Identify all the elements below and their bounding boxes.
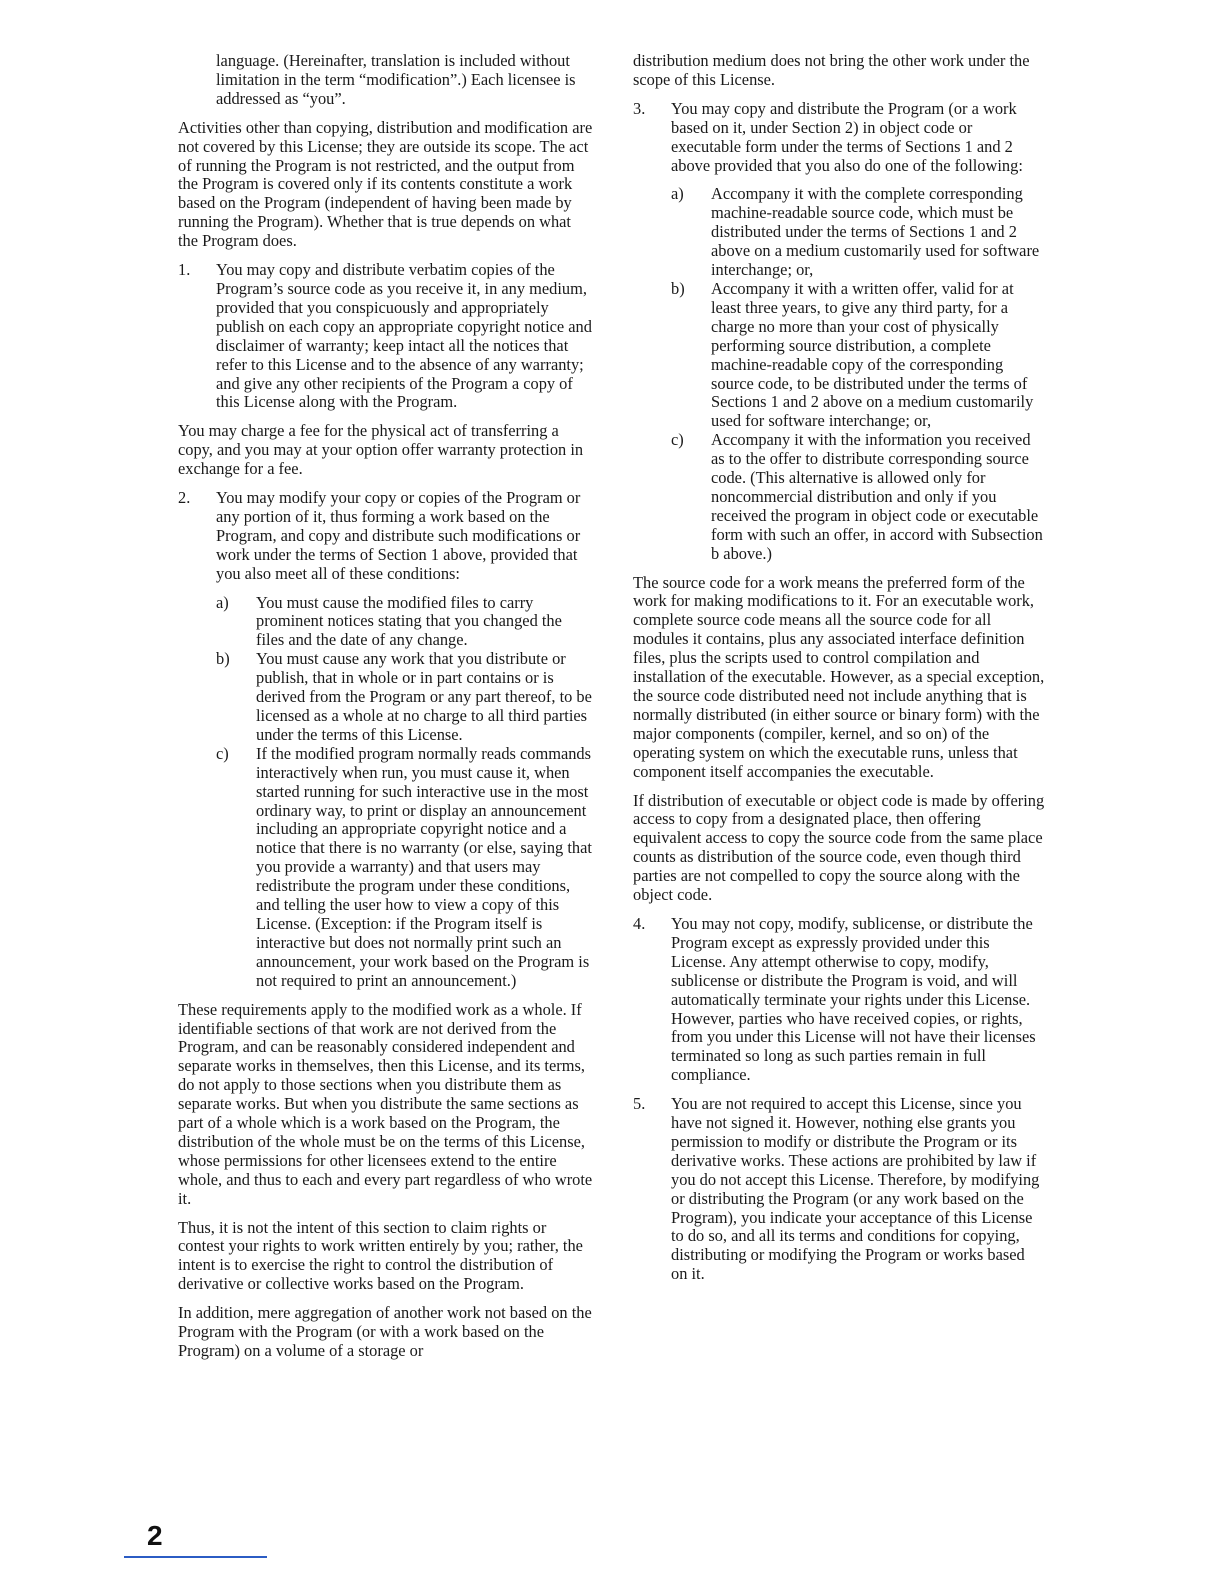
option-a: [671, 185, 1045, 280]
paragraph-source-code: The source code for a work means the preferred form of the work for making modifications to it. For an executable work, complete source code means all the source code for all modules it contains, plus any associated interface definition files, plus the scripts used to control compilation and installation of the executable. However, as a special exception, the source code distributed need not include anything that is normally distributed (in either source or binary form) with the major components (compiler, kernel, and so on) of the operating system on which the executable runs, unless that component itself accompanies the executable.: [633, 572, 1045, 781]
condition-letter: b): [216, 649, 230, 669]
footer-rule: [124, 1556, 267, 1558]
paragraph-requirements: These requirements apply to the modified work as a whole. If identifiable sections of that work are not derived from the Program, and can be reasonably considered independent and separate works in themselves, then this License, and its terms, do not apply to those sections when you distribute them as separate works. But when you distribute the same sections as part of a whole which is a work based on the Program, the distribution of the whole must be on the terms of this License, whose permissions for other licensees extend to the entire whole, and thus to each and every part regardless of who wrote it.: [178, 999, 593, 1208]
condition-letter: c): [216, 743, 229, 763]
section-number: 5.: [633, 1094, 646, 1114]
condition-b: [216, 650, 594, 745]
left-column: [178, 52, 594, 1371]
section-number: 4.: [633, 913, 646, 933]
condition-text: If the modified program normally reads commands interactively when run, you must cause it, when started running for such interactive use in the most ordinary way, to print or display an announcement including an appropriate copyright notice and a notice that there is no warranty (or else, saying that you provide a warranty) and that users may redistribute the program under these conditions, and telling the user how to view a copy of this License. (Exception: if the Program itself is interactive but does not normally print such an announcement, your work based on the Program is not required to print an announcement.): [256, 743, 592, 990]
option-text: Accompany it with the complete corresponding machine-readable source code, which must be distributed under the terms of Sections 1 and 2 above on a medium customarily used for software interchange; or,: [711, 184, 1040, 280]
section-1: [178, 261, 594, 412]
section-text: You may not copy, modify, sublicense, or distribute the Program except as expressly provided under this License. Any attempt otherwise to copy, modify, sublicense or distribute the Program is void, and will automatically terminate your rights under this License. However, parties who have received copies, or rights, from you under this License will not have their licenses terminated so long as such parties remain in full compliance.: [671, 913, 1036, 1085]
condition-c: [216, 745, 594, 991]
section-2: [178, 489, 594, 584]
paragraph-activities: Activities other than copying, distribution and modification are not covered by this License; they are outside its scope. The act of running the Program is not restricted, and the output from the Program is covered only if its contents constitute a work based on the Program (independent of having been made by running the Program). Whether that is true depends on what the Program does.: [178, 117, 593, 251]
section-text: You may modify your copy or copies of the Program or any portion of it, thus forming a work based on the Program, and copy and distribute such modifications or work under the terms of Section 1 above, provided that you also meet all of these conditions:: [216, 488, 581, 583]
section-number: 2.: [178, 488, 191, 508]
paragraph-continued: distribution medium does not bring the other work under the scope of this License.: [633, 51, 1030, 89]
section-3: [633, 100, 1045, 176]
option-letter: c): [671, 430, 684, 450]
section-2-conditions: [216, 594, 594, 991]
section-number: 1.: [178, 260, 191, 280]
section-text: You may copy and distribute the Program (or a work based on it, under Section 2) in object code or executable form under the terms of Sections 1 and 2 above provided that you also do one of the following:: [671, 98, 1023, 175]
paragraph-distribution: If distribution of executable or object code is made by offering access to copy from a designated place, then offering equivalent access to copy the source code from the same place counts as distribution of the source code, even though third parties are not compelled to copy the source along with the object code.: [633, 790, 1045, 905]
section-4: [633, 915, 1045, 1085]
option-letter: a): [671, 184, 684, 204]
condition-text: You must cause any work that you distribute or publish, that in whole or in part contains or is derived from the Program or any part thereof, to be licensed as a whole at no charge to all third parties under the terms of this License.: [256, 649, 592, 744]
section-5: [633, 1095, 1045, 1284]
option-text: Accompany it with the information you received as to the offer to distribute corresponding source code. (This alternative is allowed only for noncommercial distribution and only if you received the program in object code or executable form with such an offer, in accord with Subsection b above.): [711, 430, 1043, 563]
paragraph-intent: Thus, it is not the intent of this section to claim rights or contest your rights to work written entirely by you; rather, the intent is to exercise the right to control the distribution of derivative or collective works based on the Program.: [178, 1217, 583, 1294]
section-text: You are not required to accept this License, since you have not signed it. However, nothing else grants you permission to modify or distribute the Program or its derivative works. These actions are prohibited by law if you do not accept this License. Therefore, by modifying or distributing the Program (or any work based on the Program), you indicate your acceptance of this License to do so, and all its terms and conditions for copying, distributing or modifying the Program or works based on it.: [671, 1094, 1040, 1284]
paragraph-fee: You may charge a fee for the physical act of transferring a copy, and you may at your option offer warranty protection in exchange for a fee.: [178, 421, 584, 479]
page-number: 2: [147, 1520, 163, 1551]
section-number: 3.: [633, 98, 646, 118]
section-3-options: [671, 185, 1045, 563]
condition-letter: a): [216, 592, 229, 612]
option-b: [671, 280, 1045, 431]
condition-a: [216, 594, 594, 651]
option-text: Accompany it with a written offer, valid for at least three years, to give any third party, for a charge no more than your cost of physically performing source distribution, a complete machine-readable copy of the corresponding source code, to be distributed under the terms of Sections 1 and 2 above on a medium customarily used for software interchange; or,: [711, 278, 1034, 431]
section-text: You may copy and distribute verbatim copies of the Program’s source code as you receive it, in any medium, provided that you conspicuously and appropriately publish on each copy an appropriate copyright notice and disclaimer of warranty; keep intact all the notices that refer to this License and to the absence of any warranty; and give any other recipients of the Program a copy of this License along with the Program.: [216, 260, 592, 412]
continued-paragraph: language. (Hereinafter, translation is included without limitation in the term “modification”.) Each licensee is addressed as “you”.: [216, 51, 576, 108]
condition-text: You must cause the modified files to carry prominent notices stating that you changed the files and the date of any change.: [256, 592, 562, 650]
paragraph-aggregation: In addition, mere aggregation of another work not based on the Program with the Program (or with a work based on the Program) on a volume of a storage or: [178, 1303, 592, 1360]
option-letter: b): [671, 278, 685, 298]
right-column: [633, 52, 1045, 1294]
option-c: [671, 431, 1045, 563]
